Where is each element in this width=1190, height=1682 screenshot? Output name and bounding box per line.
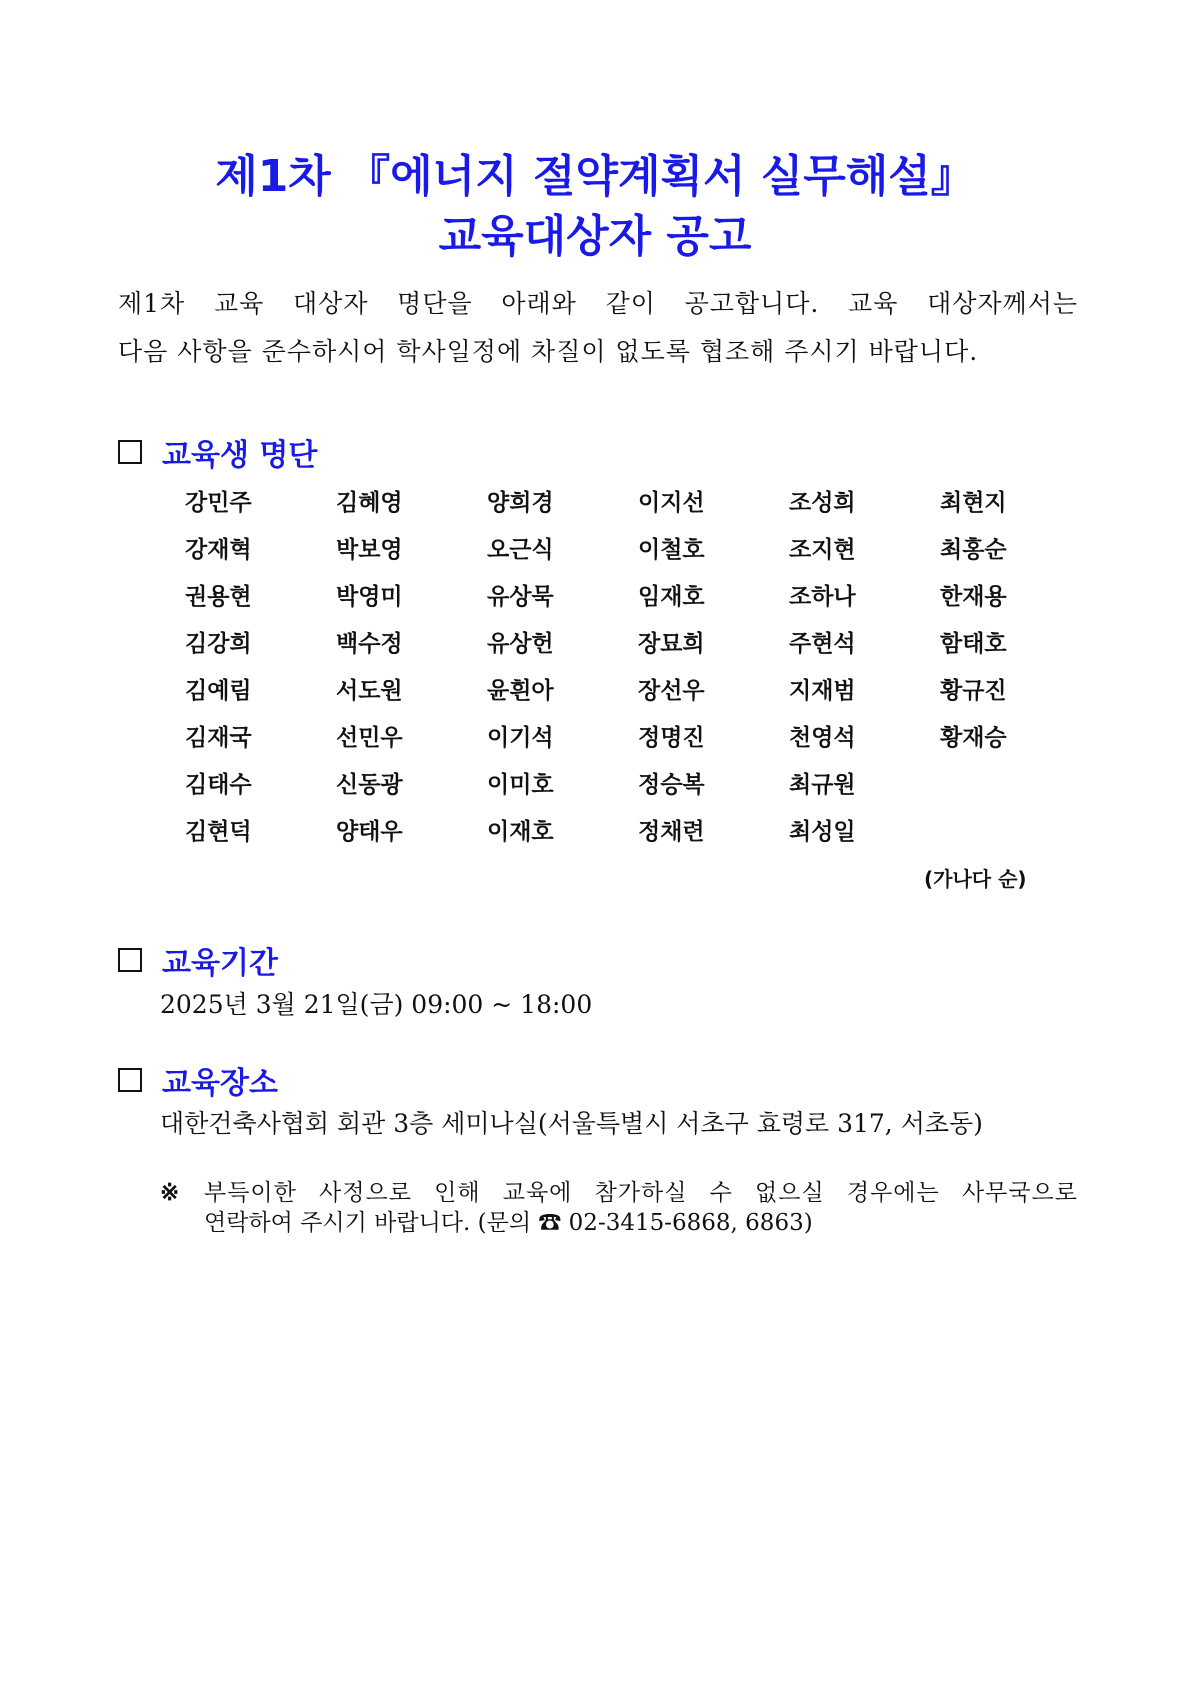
roster-name-cell: 함태호 bbox=[940, 631, 1007, 657]
roster-name-cell: 황규진 bbox=[940, 678, 1007, 704]
roster-name-cell: 장선우 bbox=[638, 678, 705, 704]
roster-name-cell: 백수정 bbox=[336, 631, 403, 657]
roster-name-cell: 이지선 bbox=[638, 490, 705, 516]
roster-name-cell: 오근식 bbox=[487, 537, 554, 563]
roster-name-cell: 주현석 bbox=[789, 631, 856, 657]
roster-name-cell: 김재국 bbox=[185, 725, 252, 751]
roster-name-cell: 김태수 bbox=[185, 772, 252, 798]
roster-table bbox=[185, 484, 1091, 860]
roster-name-cell: 선민우 bbox=[336, 725, 403, 751]
notice-line-2: 연락하여 주시기 바랍니다. (문의 ☎ 02-3415-6868, 6863) bbox=[204, 1210, 813, 1236]
roster-name-cell: 김혜영 bbox=[336, 490, 403, 516]
roster-name-cell: 김현덕 bbox=[185, 819, 252, 845]
roster-name-cell: 장묘희 bbox=[638, 631, 705, 657]
roster-name-cell: 이철호 bbox=[638, 537, 705, 563]
roster-name-cell: 윤흰아 bbox=[487, 678, 554, 704]
roster-name-cell: 조하나 bbox=[789, 584, 856, 610]
roster-name-cell: 최홍순 bbox=[940, 537, 1007, 563]
checkbox-square-icon bbox=[118, 440, 142, 464]
roster-name-cell: 조지현 bbox=[789, 537, 856, 563]
roster-name-cell: 지재범 bbox=[789, 678, 856, 704]
roster-name-cell: 이미호 bbox=[487, 772, 554, 798]
roster-name-cell: 강재혁 bbox=[185, 537, 252, 563]
roster-name-cell: 권용현 bbox=[185, 584, 252, 610]
roster-name-cell: 조성희 bbox=[789, 490, 856, 516]
period-value: 2025년 3월 21일(금) 09:00 ~ 18:00 bbox=[160, 990, 593, 1019]
roster-name-cell: 최현지 bbox=[940, 490, 1007, 516]
roster-name-cell: 강민주 bbox=[185, 490, 252, 516]
order-note: (가나다 순) bbox=[924, 867, 1027, 891]
roster-name-cell bbox=[940, 813, 1091, 860]
roster-name-cell: 양태우 bbox=[336, 819, 403, 845]
roster-name-cell: 김예림 bbox=[185, 678, 252, 704]
roster-section-heading bbox=[118, 430, 317, 474]
period-heading-label: 교육기간 bbox=[162, 946, 278, 981]
roster-name-cell: 한재용 bbox=[940, 584, 1007, 610]
roster-name-cell: 이기석 bbox=[487, 725, 554, 751]
roster-name-cell: 최규원 bbox=[789, 772, 856, 798]
place-value: 대한건축사협회 회관 3층 세미나실(서울특별시 서초구 효령로 317, 서초동) bbox=[160, 1109, 983, 1138]
intro-paragraph bbox=[118, 280, 1078, 376]
roster-name-cell: 최성일 bbox=[789, 819, 856, 845]
notice-line-1: 부득이한 사정으로 인해 교육에 참가하실 수 없으실 경우에는 사무국으로 bbox=[204, 1180, 1078, 1206]
checkbox-square-icon bbox=[118, 1068, 142, 1092]
roster-heading-label: 교육생 명단 bbox=[162, 438, 318, 473]
roster-name-cell: 서도원 bbox=[336, 678, 403, 704]
roster-name-cell: 유상헌 bbox=[487, 631, 554, 657]
roster-name-cell bbox=[940, 766, 1091, 813]
roster-name-cell: 정명진 bbox=[638, 725, 705, 751]
roster-name-cell: 유상묵 bbox=[487, 584, 554, 610]
roster-name-cell: 박보영 bbox=[336, 537, 403, 563]
reference-mark-icon: ※ bbox=[160, 1179, 180, 1206]
roster-name-cell: 천영석 bbox=[789, 725, 856, 751]
roster-name-cell: 김강희 bbox=[185, 631, 252, 657]
roster-name-cell: 임재호 bbox=[638, 584, 705, 610]
roster-name-cell: 이재호 bbox=[487, 819, 554, 845]
period-section-heading bbox=[118, 938, 278, 982]
roster-name-cell: 정승복 bbox=[638, 772, 705, 798]
roster-name-cell: 정채련 bbox=[638, 819, 705, 845]
roster-name-cell: 박영미 bbox=[336, 584, 403, 610]
roster-name-cell: 신동광 bbox=[336, 772, 403, 798]
page-title-line2: 교육대상자 공고 bbox=[438, 211, 752, 262]
page-title-line1: 제1차 『에너지 절약계획서 실무해설』 bbox=[215, 151, 975, 202]
place-section-heading bbox=[118, 1058, 278, 1102]
notice bbox=[160, 1178, 1078, 1238]
intro-line-2: 다음 사항을 준수하시어 학사일정에 차질이 없도록 협조해 주시기 바랍니다. bbox=[118, 337, 979, 366]
place-heading-label: 교육장소 bbox=[162, 1066, 278, 1101]
checkbox-square-icon bbox=[118, 948, 142, 972]
roster-name-cell: 황재승 bbox=[940, 725, 1007, 751]
notice-body bbox=[204, 1178, 1078, 1238]
intro-line-1: 제1차 교육 대상자 명단을 아래와 같이 공고합니다. 교육 대상자께서는 bbox=[118, 289, 1078, 318]
roster-name-cell: 양희경 bbox=[487, 490, 554, 516]
